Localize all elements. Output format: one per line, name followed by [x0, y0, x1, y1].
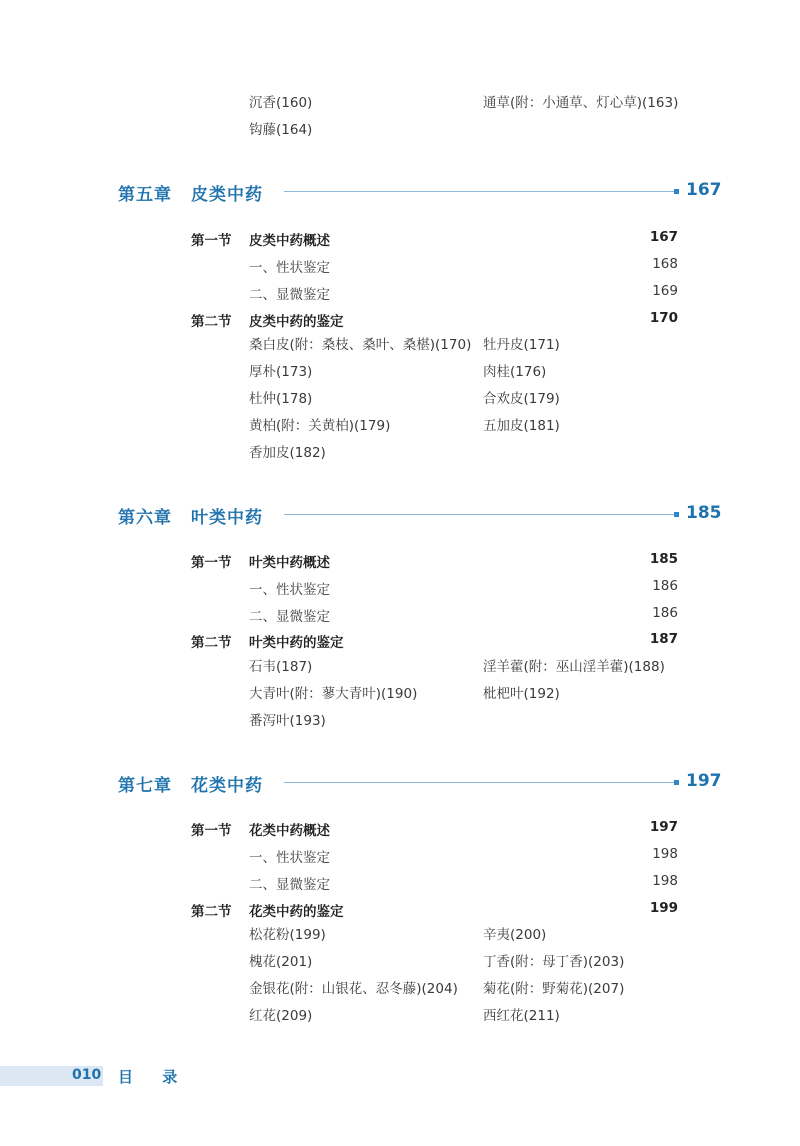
chapter-number: 第七章 — [118, 776, 172, 796]
herb-entry: 番泻叶(193) — [249, 713, 326, 729]
herb-entry: 西红花(211) — [483, 1008, 560, 1024]
chapter-number: 第六章 — [118, 508, 172, 528]
chapter-page: 185 — [686, 503, 722, 523]
herb-entry: 香加皮(182) — [249, 445, 326, 461]
chapter-page: 167 — [686, 180, 722, 200]
section-page: 185 — [649, 551, 678, 567]
section-title: 皮类中药概述 — [249, 233, 330, 249]
subsection-page: 186 — [652, 605, 678, 621]
subsection-page: 198 — [652, 873, 678, 889]
herb-entry: 菊花(附：野菊花)(207) — [483, 981, 625, 997]
herb-entry: 肉桂(176) — [483, 364, 547, 380]
herb-entry: 丁香(附：母丁香)(203) — [483, 954, 625, 970]
herb-entry: 大青叶(附：蓼大青叶)(190) — [249, 686, 418, 702]
herb-entry: 牡丹皮(171) — [483, 337, 560, 353]
chapter-number: 第五章 — [118, 185, 172, 205]
subsection-page: 198 — [652, 846, 678, 862]
section-number: 第二节 — [191, 635, 232, 651]
section-page: 197 — [649, 819, 678, 835]
leader-dot — [674, 512, 679, 517]
herb-entry: 钩藤(164) — [249, 122, 313, 138]
subsection-page: 186 — [652, 578, 678, 594]
leader-line — [284, 514, 676, 515]
herb-entry: 厚朴(173) — [249, 364, 313, 380]
section-title: 花类中药概述 — [249, 823, 330, 839]
section-title: 花类中药的鉴定 — [249, 904, 344, 920]
section-number: 第一节 — [191, 555, 232, 571]
chapter-title: 皮类中药 — [191, 185, 263, 205]
chapter-heading — [0, 180, 800, 204]
herb-entry: 淫羊藿(附：巫山淫羊藿)(188) — [483, 659, 665, 675]
herb-entry: 枇杷叶(192) — [483, 686, 560, 702]
chapter-title: 叶类中药 — [191, 508, 263, 528]
section-page: 199 — [649, 900, 678, 916]
herb-entry: 合欢皮(179) — [483, 391, 560, 407]
subsection-title: 一、性状鉴定 — [249, 582, 330, 598]
leader-dot — [674, 189, 679, 194]
herb-entry: 五加皮(181) — [483, 418, 560, 434]
subsection-title: 二、显微鉴定 — [249, 287, 330, 303]
section-number: 第二节 — [191, 904, 232, 920]
herb-entry: 通草(附：小通草、灯心草)(163) — [483, 95, 679, 111]
chapter-heading — [0, 503, 800, 527]
subsection-title: 二、显微鉴定 — [249, 609, 330, 625]
section-number: 第一节 — [191, 823, 232, 839]
chapter-page: 197 — [686, 771, 722, 791]
subsection-page: 169 — [652, 283, 678, 299]
leader-dot — [674, 780, 679, 785]
herb-entry: 槐花(201) — [249, 954, 313, 970]
leader-line — [284, 782, 676, 783]
herb-entry: 杜仲(178) — [249, 391, 313, 407]
section-title: 叶类中药概述 — [249, 555, 330, 571]
herb-entry: 辛夷(200) — [483, 927, 547, 943]
herb-entry: 桑白皮(附：桑枝、桑叶、桑椹)(170) — [249, 337, 472, 353]
section-page: 167 — [649, 229, 678, 245]
subsection-page: 168 — [652, 256, 678, 272]
footer-label: 目 录 — [118, 1068, 190, 1086]
section-title: 皮类中药的鉴定 — [249, 314, 344, 330]
section-title: 叶类中药的鉴定 — [249, 635, 344, 651]
herb-entry: 石韦(187) — [249, 659, 313, 675]
herb-entry: 黄柏(附：关黄柏)(179) — [249, 418, 391, 434]
subsection-title: 一、性状鉴定 — [249, 260, 330, 276]
chapter-title: 花类中药 — [191, 776, 263, 796]
leader-line — [284, 191, 676, 192]
subsection-title: 二、显微鉴定 — [249, 877, 330, 893]
herb-entry: 沉香(160) — [249, 95, 313, 111]
herb-entry: 金银花(附：山银花、忍冬藤)(204) — [249, 981, 458, 997]
section-number: 第一节 — [191, 233, 232, 249]
section-number: 第二节 — [191, 314, 232, 330]
herb-entry: 红花(209) — [249, 1008, 313, 1024]
section-page: 170 — [649, 310, 678, 326]
section-page: 187 — [649, 631, 678, 647]
footer-page-number: 010 — [72, 1067, 102, 1083]
chapter-heading — [0, 771, 800, 795]
subsection-title: 一、性状鉴定 — [249, 850, 330, 866]
herb-entry: 松花粉(199) — [249, 927, 326, 943]
